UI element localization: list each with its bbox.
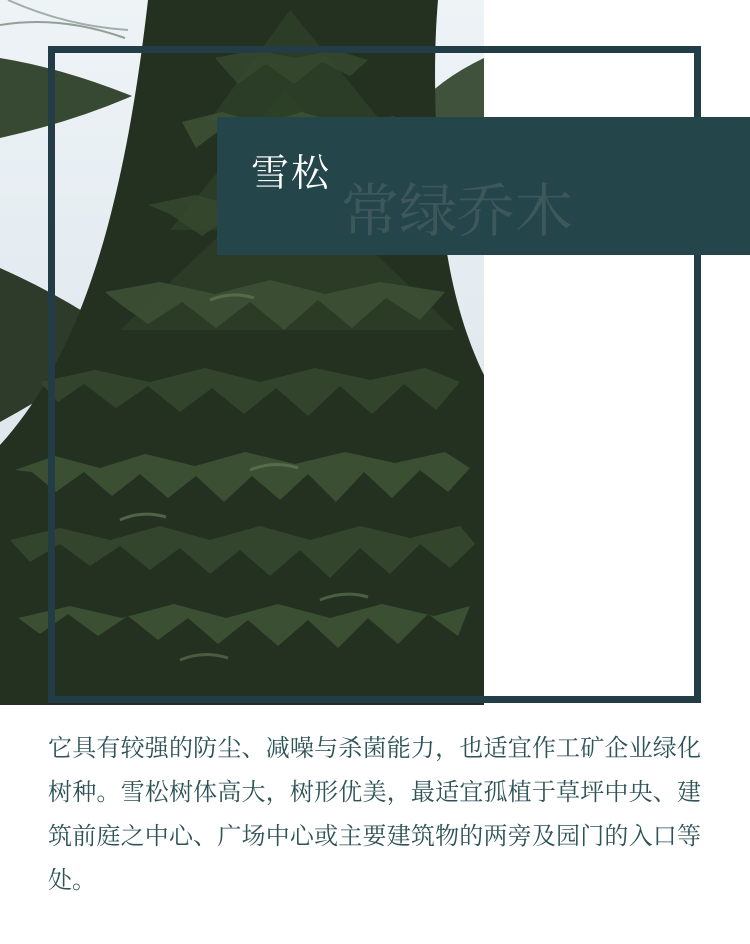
page-title: 雪松 — [251, 153, 332, 195]
article-body — [48, 727, 701, 903]
subtitle-watermark: 常绿乔木 — [341, 179, 574, 244]
article-paragraph: 它具有较强的防尘、减噪与杀菌能力，也适宜作工矿企业绿化树种。雪松树体高大，树形优美，最适宜孤植于草坪中央、建筑前庭之中心、广场中心或主要建筑物的两旁及园门的入口等处。 — [48, 735, 701, 894]
title-banner — [217, 117, 750, 255]
